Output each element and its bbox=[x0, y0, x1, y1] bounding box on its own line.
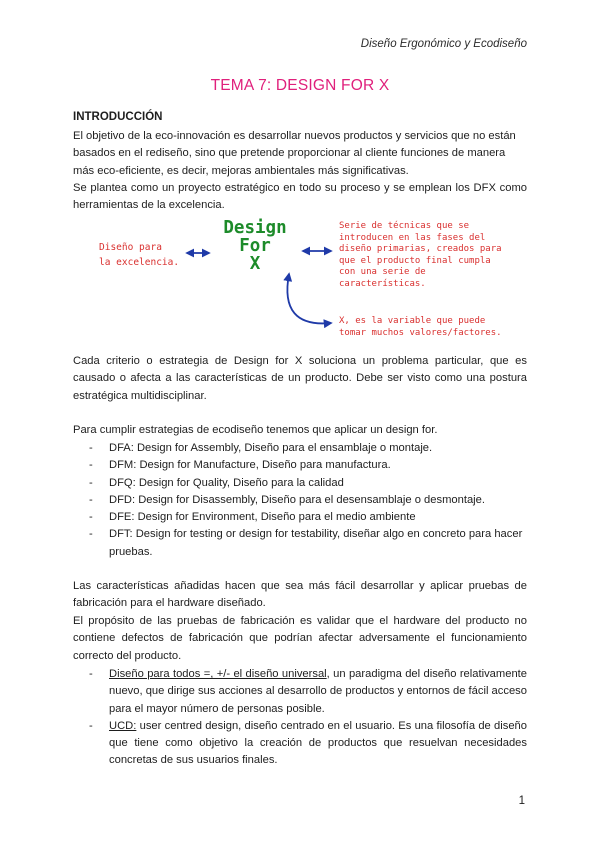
diagram-right-text: Serie de técnicas que se introducen en las fases del diseño primarias, creados para que el producto final cumpla con una serie de características. bbox=[339, 221, 502, 289]
running-header: Diseño Ergonómico y Ecodiseño bbox=[360, 38, 527, 50]
page-number: 1 bbox=[518, 795, 525, 807]
diagram-bottom-text: X, es la variable que puede tomar muchos valores/factores. bbox=[339, 316, 502, 338]
section-heading: INTRODUCCIÓN bbox=[73, 111, 163, 123]
curved-arrow bbox=[287, 274, 331, 323]
list-item: - DFQ: Design for Quality, Diseño para la calidad bbox=[89, 476, 344, 489]
diagram-center-text: Design For X bbox=[223, 218, 287, 274]
diagram-left-text: Diseño para la excelencia. bbox=[99, 242, 180, 268]
page-title: TEMA 7: DESIGN FOR X bbox=[210, 77, 390, 94]
list-item: - DFE: Design for Environment, Diseño para el medio ambiente bbox=[89, 511, 416, 524]
paragraph-characteristics: Las características añadidas hacen que sea más fácil desarrollar y aplicar pruebas de fabricación para el hardware diseñado. bbox=[73, 580, 527, 610]
intro-paragraph-1: El objetivo de la eco-innovación es desarrollar nuevos productos y servicios que no están basados en el rediseño, sino que pretende proporcionar al cliente funciones de manera más eco-eficiente, es decir, mejoras ambientales más significativas. bbox=[73, 130, 516, 177]
list-item: - DFA: Design for Assembly, Diseño para el ensamblaje o montaje. bbox=[89, 442, 433, 454]
dfx-diagram bbox=[73, 216, 527, 346]
list-item: - DFD: Design for Disassembly, Diseño para el desensamblaje o desmontaje. bbox=[89, 493, 485, 506]
paragraph-ecodesign: Para cumplir estrategias de ecodiseño tenemos que aplicar un design for. bbox=[73, 424, 438, 436]
paragraph-dfx-criteria: Cada criterio o estrategia de Design for X soluciona un problema particular, que es causado o afecta a las características de un producto. Debe ser visto como una postura estratégica multidisciplinar. bbox=[73, 355, 527, 402]
intro-paragraph-2: Se plantea como un proyecto estratégico en todo su proceso y se emplean los DFX como herramientas de la excelencia. bbox=[73, 182, 527, 212]
list-item: - UCD: user centred design, diseño centrado en el usuario. Es una filosofía de diseño que tiene como objetivo la creación de productos que resuelvan necesidades concretas de sus usuarios finales. bbox=[89, 719, 527, 767]
list-item: - Diseño para todos =, +/- el diseño universal, un paradigma del diseño relativamente nuevo, que dirige sus acciones al desarrollo de productos y entornos de fácil acceso para el mayor número de personas posible. bbox=[89, 668, 527, 715]
list-item: - DFT: Design for testing or design for testability, diseñar algo en concreto para hacer pruebas. bbox=[89, 528, 523, 558]
paragraph-purpose: El propósito de las pruebas de fabricación es validar que el hardware del producto no contiene defectos de fabricación que podrían afectar adversamente el funcionamiento correcto del producto. bbox=[73, 615, 527, 662]
list-item: - DFM: Design for Manufacture, Diseño para manufactura. bbox=[89, 459, 391, 472]
dfx-list bbox=[89, 440, 527, 561]
bullet-list bbox=[89, 666, 527, 770]
